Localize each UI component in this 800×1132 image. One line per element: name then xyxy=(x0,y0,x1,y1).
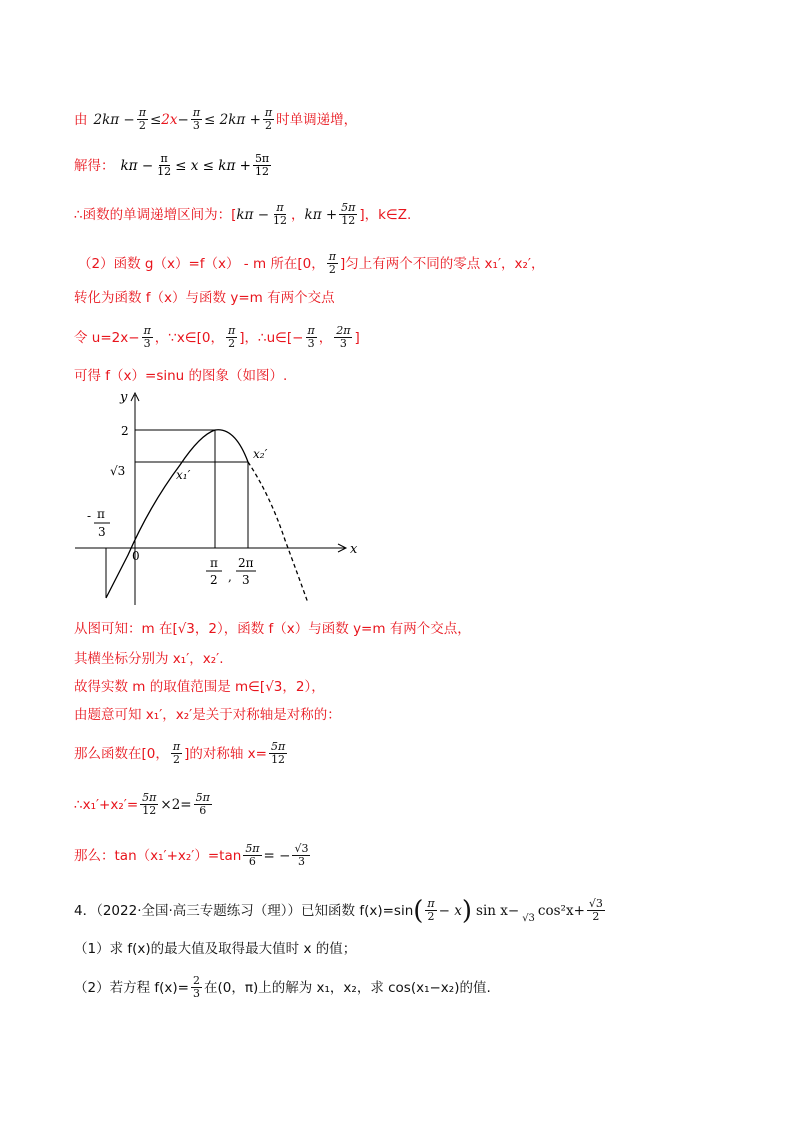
text: ]，∴u∈[− xyxy=(239,329,304,346)
math: − xyxy=(177,111,189,128)
paren-right: ) xyxy=(461,895,473,926)
text: ， xyxy=(318,329,333,346)
tick-3: 3 xyxy=(242,573,250,587)
line-solve xyxy=(74,153,273,178)
line-monotonic-increase xyxy=(74,107,357,132)
y-tick-sqrt3: √3 xyxy=(110,464,126,478)
text: 时单调递增， xyxy=(276,111,358,128)
line-range-m: 故得实数 m 的取值范围是 m∈[√3，2）， xyxy=(74,679,325,695)
tick-pi: π xyxy=(210,556,218,570)
text: ]匀上有两个不同的零点 x₁′，x₂′， xyxy=(339,255,545,272)
label-x2: x₂′ xyxy=(253,447,268,461)
text: ] xyxy=(354,329,360,346)
text: cos²x+ xyxy=(537,902,585,919)
line-sum xyxy=(74,792,214,817)
text: ]的对称轴 x= xyxy=(184,745,267,762)
line-symmetric: 由题意可知 x₁′，x₂′是关于对称轴是对称的： xyxy=(74,707,341,723)
fraction: $\frac{√3}{3}$ xyxy=(294,842,309,868)
text: 令 u=2x− xyxy=(74,329,140,346)
text: 4．（2022·全国·高三专题练习（理））已知函数 f(x)=sin xyxy=(74,902,414,919)
sine-curve-solid xyxy=(106,430,248,598)
math: ≤ x ≤ kπ + xyxy=(175,157,251,174)
sine-graph xyxy=(70,385,370,610)
line-substitution xyxy=(74,325,360,350)
line-graph-intro: 可得 f（x）=sinu 的图象（如图）. xyxy=(74,368,288,384)
fraction: $\frac{5\pi}{12}$ xyxy=(142,791,157,817)
line-part2-zeros xyxy=(78,251,544,276)
text: 解得： xyxy=(74,157,115,174)
fraction: $\frac{5\pi}{12}$ xyxy=(254,152,270,178)
fraction: $\frac{5\pi}{12}$ xyxy=(270,740,286,766)
text: （2）若方程 f(x)= xyxy=(74,979,189,996)
y-axis-label: y xyxy=(120,390,128,405)
text: ，∵x∈[0， xyxy=(154,329,224,346)
text: 由 xyxy=(74,111,88,128)
math: ≤ 2kπ + xyxy=(204,111,261,128)
fraction: $\frac{\pi}{12}$ xyxy=(157,152,172,178)
text: = − xyxy=(263,847,291,864)
line-from-graph: 从图可知：m 在[√3，2），函数 f（x）与函数 y=m 有两个交点， xyxy=(74,621,471,637)
fraction: $\frac{√3}{2}$ xyxy=(588,897,603,923)
line-convert: 转化为函数 f（x）与函数 y=m 有两个交点 xyxy=(74,290,335,306)
line-abscissas: 其横坐标分别为 x₁′，x₂′. xyxy=(74,651,224,667)
fraction: $\frac{\pi}{3}$ xyxy=(192,106,201,132)
fraction: $\frac{\pi}{3}$ xyxy=(307,324,315,350)
text: ×2= xyxy=(160,796,192,813)
fraction: $\frac{\pi}{3}$ xyxy=(143,324,151,350)
neg-sign: - xyxy=(87,509,92,523)
graph-guides xyxy=(106,430,248,598)
math: ≤ xyxy=(149,111,162,128)
tick-comma: , xyxy=(228,570,232,584)
sqrt3-sub: √3 xyxy=(522,912,535,924)
fraction: $\frac{\pi}{2}$ xyxy=(228,324,236,350)
text: 那么函数在[0， xyxy=(74,745,169,762)
fraction: $\frac{2}{3}$ xyxy=(192,974,200,1000)
text: （2）函数 g（x）=f（x） - m 所在[0， xyxy=(78,255,325,272)
tick-2: 2 xyxy=(210,573,218,587)
math: 2kπ − xyxy=(93,111,135,128)
paren-left: ( xyxy=(413,895,424,926)
fraction: $\frac{5\pi}{12}$ xyxy=(341,201,356,227)
fraction: $\frac{5\pi}{6}$ xyxy=(195,791,210,817)
neg-pi: π xyxy=(97,507,105,521)
line-tan xyxy=(74,843,312,868)
origin-label: 0 xyxy=(132,549,140,563)
text: ∴x₁′+x₂′= xyxy=(74,796,139,813)
text: 在(0，π)上的解为 x₁，x₂，求 cos(x₁−x₂)的值. xyxy=(203,979,491,996)
text: sin x− xyxy=(476,902,520,919)
label-x1: x₁′ xyxy=(176,468,191,482)
text: ， xyxy=(291,206,305,223)
fraction: $\frac{\pi}{2}$ xyxy=(427,897,435,923)
text: ]，k∈Z. xyxy=(359,206,412,223)
math: kπ + xyxy=(304,206,338,223)
text: ∴函数的单调递增区间为：[ xyxy=(74,206,237,223)
y-tick-2: 2 xyxy=(121,424,129,438)
math: 2x xyxy=(161,111,178,128)
text: − x xyxy=(438,902,462,919)
question-4 xyxy=(74,895,607,926)
question-4-part1: （1）求 f(x)的最大值及取得最大值时 x 的值； xyxy=(74,941,357,957)
math: kπ − xyxy=(236,206,270,223)
fraction: $\frac{\pi}{12}$ xyxy=(273,201,288,227)
fraction: $\frac{\pi}{2}$ xyxy=(172,740,181,766)
line-axis-of-symmetry xyxy=(74,741,289,766)
fraction: $\frac{5\pi}{6}$ xyxy=(245,842,260,868)
fraction: $\frac{\pi}{2}$ xyxy=(138,106,146,132)
sine-curve-dashed xyxy=(248,462,308,603)
fraction: $\frac{2\pi}{3}$ xyxy=(336,324,351,350)
line-increasing-interval xyxy=(74,202,411,227)
neg-3: 3 xyxy=(98,525,106,539)
question-4-part2 xyxy=(74,975,491,1000)
fraction: $\frac{\pi}{2}$ xyxy=(328,250,336,276)
math: kπ − xyxy=(120,157,154,174)
fraction: $\frac{\pi}{2}$ xyxy=(264,106,273,132)
x-axis-label: x xyxy=(350,542,358,557)
text: 那么：tan（x₁′+x₂′）=tan xyxy=(74,847,242,864)
tick-2pi: 2π xyxy=(238,556,254,570)
